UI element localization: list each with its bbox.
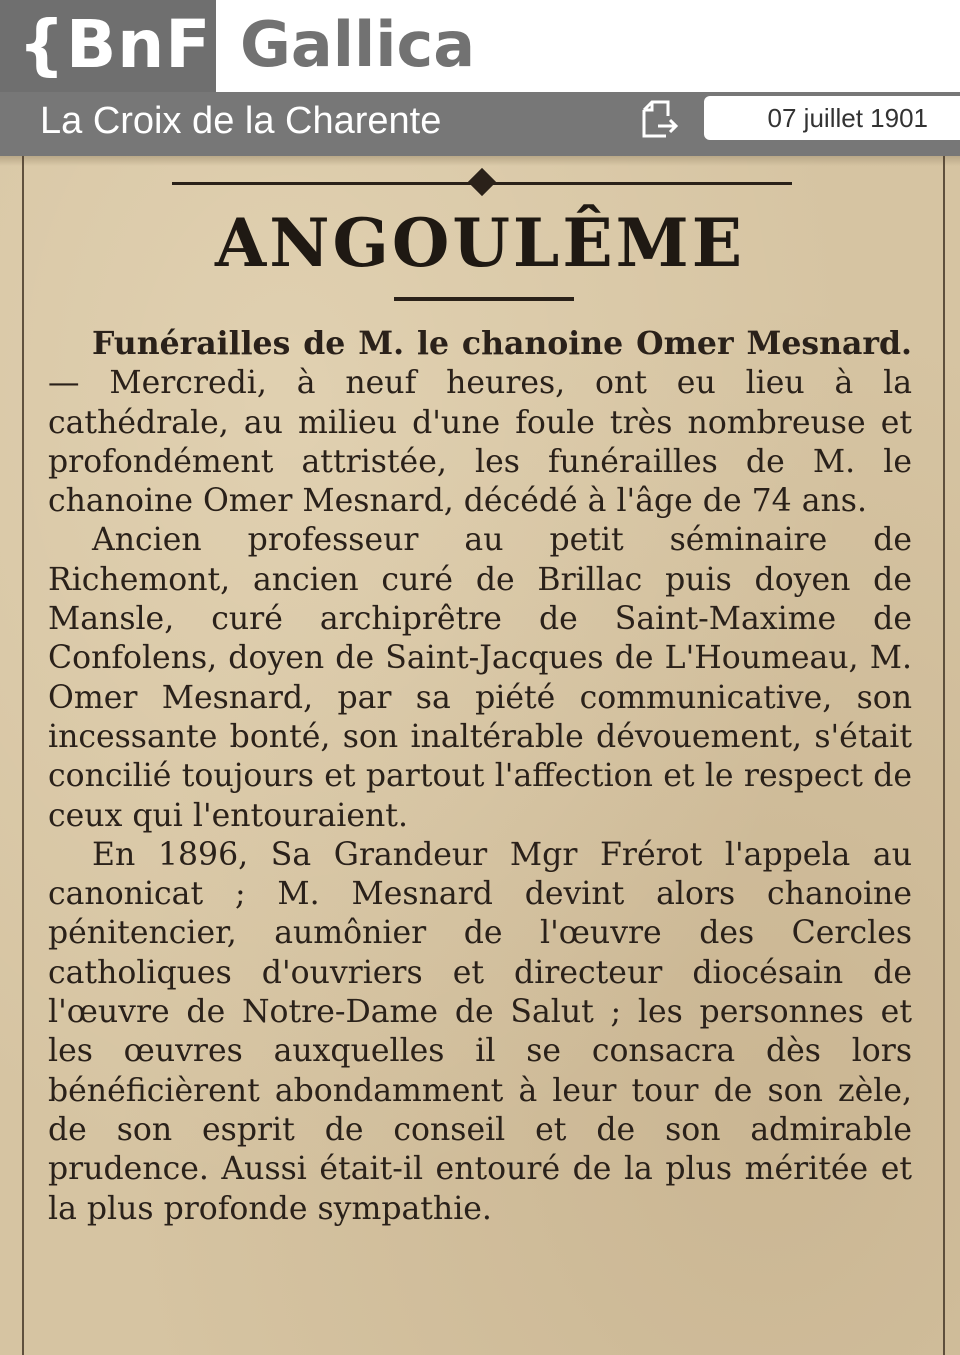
article-paragraph-1-text: — Mercredi, à neuf heures, ont eu lieu à la cathédrale, au milieu d'une foule très nombreuse et profondément attristée, les funérailles de M. le chanoine Omer Mesnard, décédé à l'âge de 74 ans. <box>48 365 912 520</box>
app-name[interactable]: Gallica <box>240 8 476 81</box>
share-page-icon[interactable] <box>636 98 680 142</box>
article-paragraph-3: En 1896, Sa Grandeur Mgr Frérot l'appela au canonicat ; M. Mesnard devint alors chanoine pénitencier, aumônier de l'œuvre des Cercles catholiques d'ouvriers et directeur diocésain de l'œuvre de Notre-Dame de Salut ; les personnes et les œuvres auxquelles il se consacra dès lors bénéficièrent abondamment à leur tour de son zèle, de son esprit de conseil et de son admirable prudence. Aussi était-il entouré de la plus méritée et la plus profonde sympathie. <box>48 836 912 1227</box>
column-rule-right <box>943 156 945 1355</box>
bnf-logo-text: {BnF <box>18 6 212 83</box>
top-bar <box>0 0 960 92</box>
article-paragraph-2: Ancien professeur au petit séminaire de Richemont, ancien curé de Brillac puis doyen de Mansle, curé archiprêtre de Saint-Maxime de Confolens, doyen de Saint-Jacques de L'Houmeau, M. Omer Mesnard, par sa piété communicative, son incessante bonté, son inaltérable dévouement, s'était concilié toujours et partout l'affection et le respect de ceux qui l'entouraient. <box>48 522 912 834</box>
article-lead: Funérailles de M. le chanoine Omer Mesnard. <box>92 325 912 362</box>
date-field[interactable] <box>704 96 960 140</box>
publication-title: La Croix de la Charente <box>40 100 442 142</box>
ornament-diamond <box>468 168 496 196</box>
article-headline: ANGOULÊME <box>214 204 746 282</box>
newspaper-scan <box>0 156 960 1355</box>
bnf-logo[interactable] <box>0 0 216 92</box>
scan-edge-shadow <box>0 156 960 166</box>
issue-date: 07 juillet 1901 <box>767 103 928 133</box>
article-paragraph-1 <box>48 324 912 521</box>
column-rule-left <box>22 156 24 1355</box>
article-body <box>48 324 912 1229</box>
headline-underline <box>394 297 574 301</box>
document-bar <box>0 92 960 156</box>
